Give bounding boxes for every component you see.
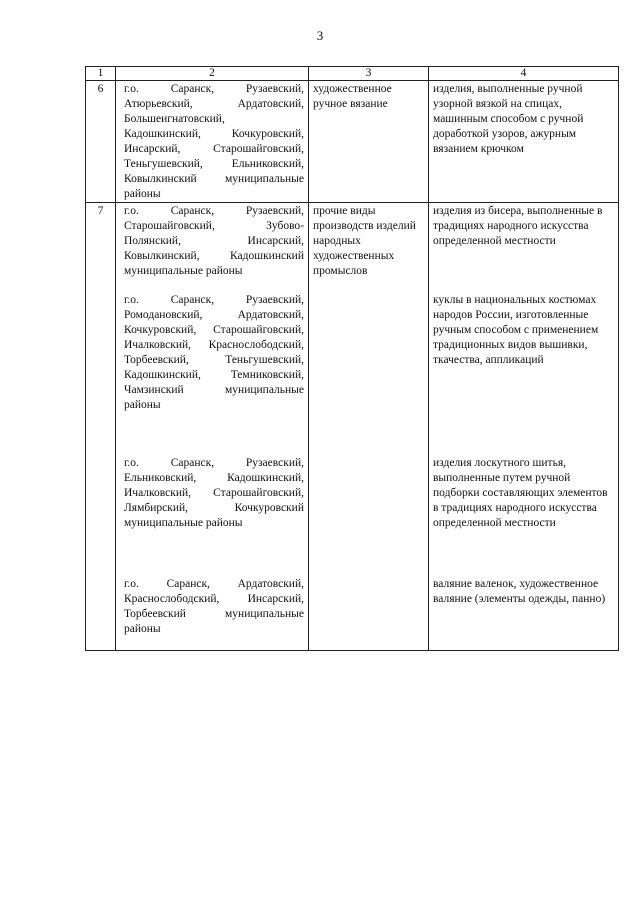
- crafts-table: [85, 66, 619, 651]
- table-row: [86, 203, 619, 651]
- row-number: 7: [86, 203, 116, 651]
- column-header-4: 4: [429, 67, 619, 81]
- craft-text: художественное ручное вязание: [313, 83, 392, 110]
- table-header-row: [86, 67, 619, 81]
- column-header-2: 2: [116, 67, 309, 81]
- column-header-1: 1: [86, 67, 116, 81]
- regions-text: г.о. Саранск, Рузаевский, Ельниковский, Кадошкинский, Ичалковский, Старошайговский, Лямбирский, Кочкуровский муниципальные районы: [124, 457, 304, 529]
- regions-text: г.о. Саранск, Рузаевский, Ромодановский, Ардатовский, Кочкуровский, Старошайговский, Ичалковский, Краснослободский, Торбеевский, Теньгушевский, Кадошкинский, Темниковский, Чамзинский муниципальные районы: [124, 294, 304, 411]
- craft-text: прочие виды производств изделий народных художественных промыслов: [313, 205, 416, 277]
- product-text: валяние валенок, художественное валяние (элементы одежды, панно): [433, 578, 606, 605]
- product-text: изделия, выполненные ручной узорной вязкой на спицах, машинным способом с ручной доработкой узоров, ажурным вязанием крючком: [433, 83, 584, 155]
- craft-cell: [309, 203, 429, 651]
- table-row: [86, 81, 619, 203]
- regions-text: г.о. Саранск, Рузаевский, Атюрьевский, Ардатовский, Большеигнатовский, Кадошкинский, Кочкуровский, Инсарский, Старошайговский, Теньгушевский, Ельниковский, Ковылкинский муниципальные районы: [124, 83, 304, 200]
- product-text: изделия из бисера, выполненные в традициях народного искусства определенной местности: [433, 205, 603, 247]
- regions-text: г.о. Саранск, Рузаевский, Старошайговский, Зубово-Полянский, Инсарский, Ковылкинский, Кадошкинский муниципальные районы: [124, 205, 304, 277]
- product-cell: [429, 203, 619, 651]
- product-text: изделия лоскутного шитья, выполненные путем ручной подборки составляющих элементов в традициях народного искусства определенной местности: [433, 457, 608, 529]
- page-number: 3: [316, 28, 324, 43]
- column-header-3: 3: [309, 67, 429, 81]
- regions-text: г.о. Саранск, Ардатовский, Краснослободский, Инсарский, Торбеевский муниципальные районы: [124, 578, 304, 635]
- regions-cell: [116, 81, 309, 203]
- row-number: 6: [86, 81, 116, 203]
- craft-cell: [309, 81, 429, 203]
- product-cell: [429, 81, 619, 203]
- product-text: куклы в национальных костюмах народов России, изготовленные ручным способом с применением традиционных видов вышивки, ткачества, аппликаций: [433, 294, 599, 366]
- regions-cell: [116, 203, 309, 651]
